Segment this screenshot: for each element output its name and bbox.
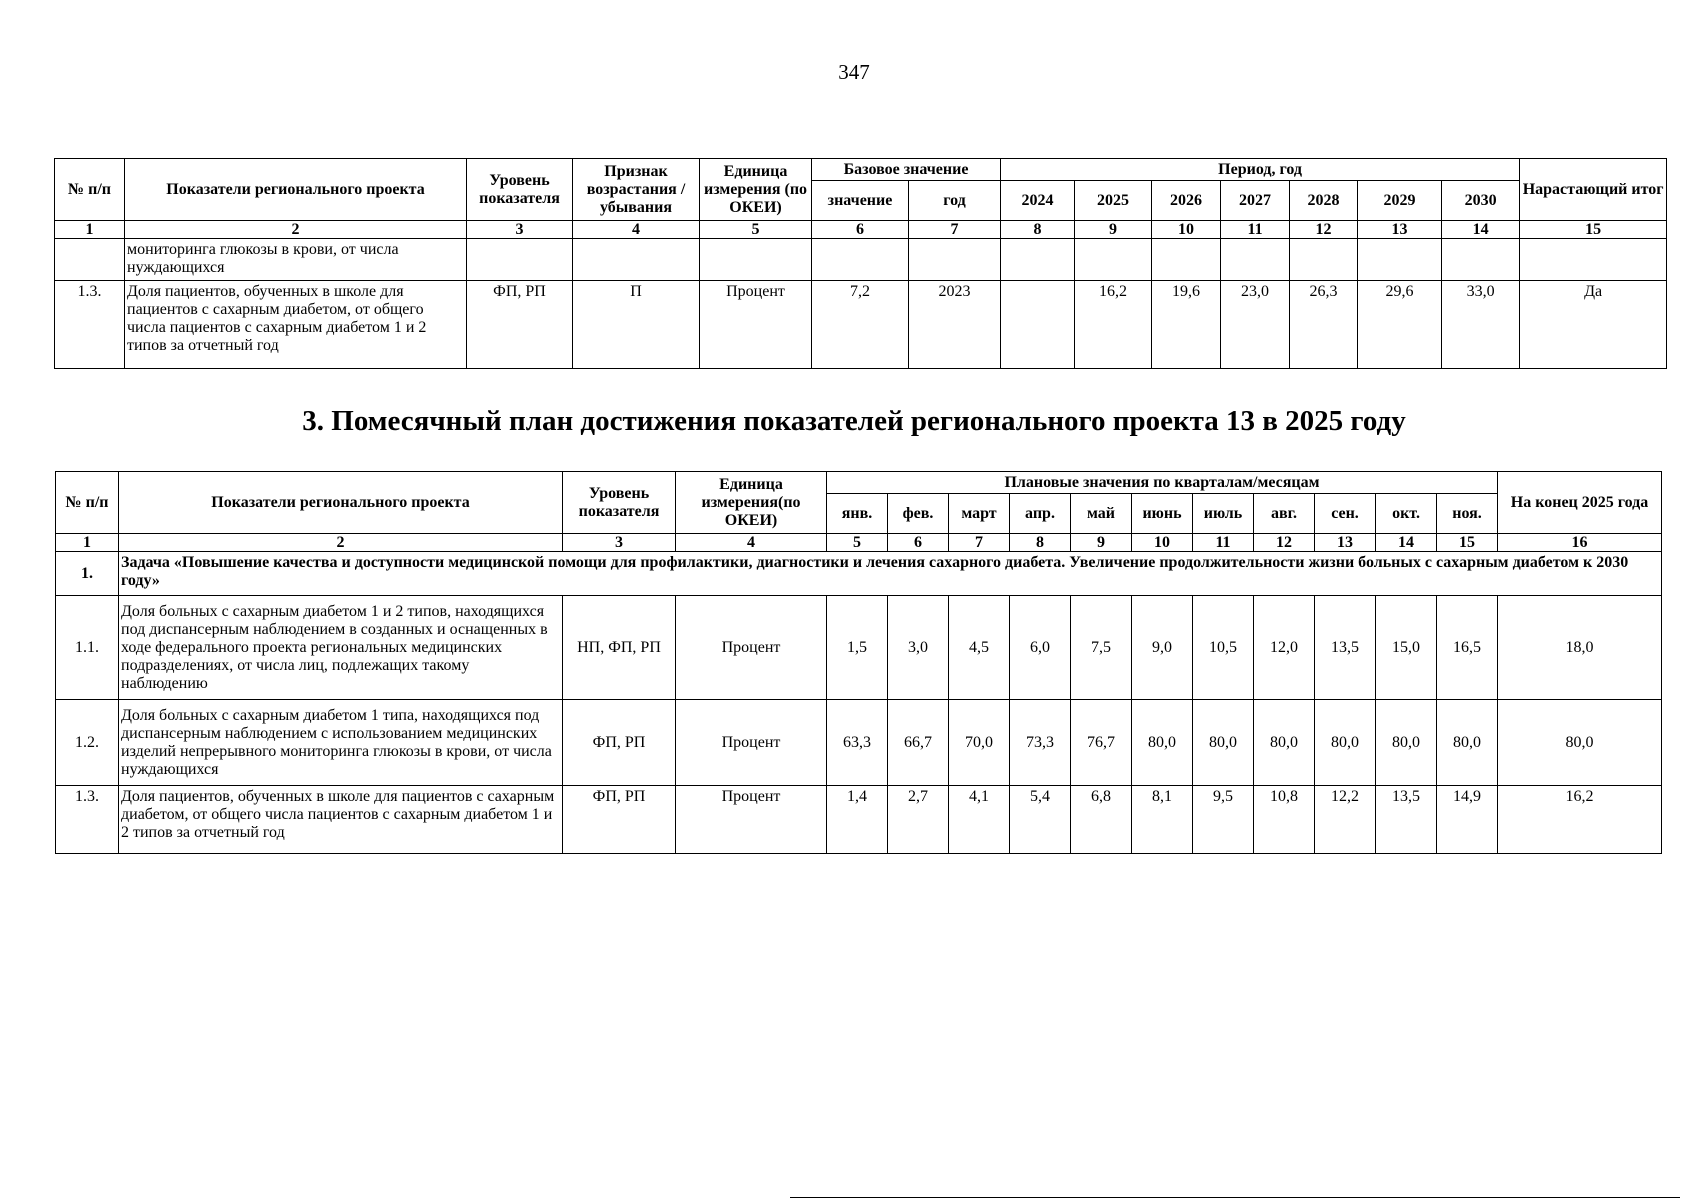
row-year-value: 26,3 bbox=[1290, 281, 1358, 369]
col-header-month: окт. bbox=[1376, 494, 1437, 534]
row-num: 1.3. bbox=[55, 281, 125, 369]
table-row bbox=[55, 239, 1667, 281]
col-header-unit: Единица измерения (по ОКЕИ) bbox=[700, 159, 812, 221]
row-month-value: 66,7 bbox=[888, 700, 949, 786]
row-unit: Процент bbox=[700, 281, 812, 369]
row-month-value: 76,7 bbox=[1071, 700, 1132, 786]
page-number: 347 bbox=[838, 60, 870, 84]
row-level: ФП, РП bbox=[563, 786, 676, 854]
col-header-period: Период, год bbox=[1001, 159, 1520, 181]
row-end-value: 16,2 bbox=[1498, 786, 1662, 854]
row-year-value bbox=[1152, 239, 1221, 281]
column-number: 16 bbox=[1498, 534, 1662, 552]
column-numbers-row bbox=[55, 221, 1667, 239]
row-base-value: 7,2 bbox=[812, 281, 909, 369]
column-number: 9 bbox=[1075, 221, 1152, 239]
row-year-value bbox=[1001, 281, 1075, 369]
col-header-month: сен. bbox=[1315, 494, 1376, 534]
row-base-year bbox=[909, 239, 1001, 281]
row-indicator: Доля пациентов, обученных в школе для пациентов с сахарным диабетом, от общего числа пациентов с сахарным диабетом 1 и 2 типов за отчетный год bbox=[125, 281, 467, 369]
task-row bbox=[56, 552, 1662, 596]
table-row bbox=[56, 700, 1662, 786]
column-number: 15 bbox=[1437, 534, 1498, 552]
col-header-level: Уровень показателя bbox=[467, 159, 573, 221]
row-year-value bbox=[1221, 239, 1290, 281]
row-month-value: 1,5 bbox=[827, 596, 888, 700]
column-number: 1 bbox=[56, 534, 119, 552]
row-month-value: 80,0 bbox=[1254, 700, 1315, 786]
row-year-value bbox=[1075, 239, 1152, 281]
row-month-value: 1,4 bbox=[827, 786, 888, 854]
bottom-rule bbox=[790, 1197, 1680, 1198]
row-month-value: 6,0 bbox=[1010, 596, 1071, 700]
row-level: НП, ФП, РП bbox=[563, 596, 676, 700]
row-level bbox=[467, 239, 573, 281]
monthly-plan-table bbox=[55, 471, 1662, 854]
row-base-value bbox=[812, 239, 909, 281]
col-header-year: 2028 bbox=[1290, 181, 1358, 221]
row-level: ФП, РП bbox=[563, 700, 676, 786]
column-number: 9 bbox=[1071, 534, 1132, 552]
row-num: 1.3. bbox=[56, 786, 119, 854]
table-row bbox=[56, 786, 1662, 854]
row-month-value: 5,4 bbox=[1010, 786, 1071, 854]
col-header-month: фев. bbox=[888, 494, 949, 534]
col-header-indicator: Показатели регионального проекта bbox=[125, 159, 467, 221]
row-level: ФП, РП bbox=[467, 281, 573, 369]
column-number: 5 bbox=[827, 534, 888, 552]
row-month-value: 8,1 bbox=[1132, 786, 1193, 854]
row-year-value bbox=[1358, 239, 1442, 281]
column-number: 13 bbox=[1358, 221, 1442, 239]
col-header-sign: Признак возрастания / убывания bbox=[573, 159, 700, 221]
col-header-planned: Плановые значения по кварталам/месяцам bbox=[827, 472, 1498, 494]
column-number: 1 bbox=[55, 221, 125, 239]
column-number: 4 bbox=[676, 534, 827, 552]
row-num: 1.2. bbox=[56, 700, 119, 786]
row-month-value: 2,7 bbox=[888, 786, 949, 854]
task-text: Задача «Повышение качества и доступности медицинской помощи для профилактики, диагностики и лечения сахарного диабета. Увеличение продолжительности жизни больных с сахарным диабетом к 2030 году» bbox=[119, 552, 1662, 596]
row-unit bbox=[700, 239, 812, 281]
row-month-value: 4,5 bbox=[949, 596, 1010, 700]
row-year-value bbox=[1442, 239, 1520, 281]
col-header-unit: Единица измерения(по ОКЕИ) bbox=[676, 472, 827, 534]
row-cumulative bbox=[1520, 239, 1667, 281]
col-header-month: май bbox=[1071, 494, 1132, 534]
row-year-value: 19,6 bbox=[1152, 281, 1221, 369]
col-header-year: 2024 bbox=[1001, 181, 1075, 221]
col-header-end-of-year: На конец 2025 года bbox=[1498, 472, 1662, 534]
col-header-base: Базовое значение bbox=[812, 159, 1001, 181]
column-number: 2 bbox=[119, 534, 563, 552]
column-number: 8 bbox=[1010, 534, 1071, 552]
col-header-month: янв. bbox=[827, 494, 888, 534]
col-header-month: март bbox=[949, 494, 1010, 534]
row-year-value: 16,2 bbox=[1075, 281, 1152, 369]
row-month-value: 15,0 bbox=[1376, 596, 1437, 700]
column-number: 10 bbox=[1152, 221, 1221, 239]
row-num: 1.1. bbox=[56, 596, 119, 700]
table-row bbox=[55, 281, 1667, 369]
column-number: 14 bbox=[1376, 534, 1437, 552]
column-number: 2 bbox=[125, 221, 467, 239]
row-indicator: Доля больных с сахарным диабетом 1 и 2 типов, находящихся под диспансерным наблюдением в созданных и оснащенных в ходе федерального проекта региональных медицинских подразделениях, от числа лиц, подлежащих такому наблюдению bbox=[119, 596, 563, 700]
row-month-value: 70,0 bbox=[949, 700, 1010, 786]
row-month-value: 14,9 bbox=[1437, 786, 1498, 854]
row-month-value: 9,0 bbox=[1132, 596, 1193, 700]
col-header-level: Уровень показателя bbox=[563, 472, 676, 534]
row-month-value: 13,5 bbox=[1376, 786, 1437, 854]
row-sign: П bbox=[573, 281, 700, 369]
column-number: 15 bbox=[1520, 221, 1667, 239]
col-header-num: № п/п bbox=[56, 472, 119, 534]
column-number: 14 bbox=[1442, 221, 1520, 239]
row-month-value: 80,0 bbox=[1315, 700, 1376, 786]
section-title: 3. Помесячный план достижения показателей регионального проекта 13 в 2025 году bbox=[302, 405, 1406, 437]
col-header-cumulative: Нарастающий итог bbox=[1520, 159, 1667, 221]
column-number: 10 bbox=[1132, 534, 1193, 552]
col-header-year: 2027 bbox=[1221, 181, 1290, 221]
column-number: 6 bbox=[812, 221, 909, 239]
col-header-year: 2029 bbox=[1358, 181, 1442, 221]
column-number: 4 bbox=[573, 221, 700, 239]
row-month-value: 80,0 bbox=[1132, 700, 1193, 786]
row-month-value: 13,5 bbox=[1315, 596, 1376, 700]
row-end-value: 18,0 bbox=[1498, 596, 1662, 700]
row-month-value: 6,8 bbox=[1071, 786, 1132, 854]
col-header-num: № п/п bbox=[55, 159, 125, 221]
col-header-year: 2026 bbox=[1152, 181, 1221, 221]
column-number: 13 bbox=[1315, 534, 1376, 552]
task-num: 1. bbox=[56, 552, 119, 596]
row-num bbox=[55, 239, 125, 281]
column-number: 5 bbox=[700, 221, 812, 239]
row-month-value: 4,1 bbox=[949, 786, 1010, 854]
row-month-value: 10,5 bbox=[1193, 596, 1254, 700]
table-row bbox=[56, 596, 1662, 700]
col-header-indicator: Показатели регионального проекта bbox=[119, 472, 563, 534]
column-number: 11 bbox=[1221, 221, 1290, 239]
row-year-value bbox=[1001, 239, 1075, 281]
row-month-value: 12,2 bbox=[1315, 786, 1376, 854]
row-month-value: 63,3 bbox=[827, 700, 888, 786]
row-month-value: 80,0 bbox=[1193, 700, 1254, 786]
column-number: 7 bbox=[909, 221, 1001, 239]
column-number: 11 bbox=[1193, 534, 1254, 552]
row-month-value: 10,8 bbox=[1254, 786, 1315, 854]
indicators-table bbox=[54, 158, 1667, 369]
column-numbers-row bbox=[56, 534, 1662, 552]
column-number: 7 bbox=[949, 534, 1010, 552]
row-month-value: 16,5 bbox=[1437, 596, 1498, 700]
row-month-value: 9,5 bbox=[1193, 786, 1254, 854]
column-number: 12 bbox=[1290, 221, 1358, 239]
row-indicator: мониторинга глюкозы в крови, от числа нуждающихся bbox=[125, 239, 467, 281]
row-sign bbox=[573, 239, 700, 281]
row-indicator: Доля больных с сахарным диабетом 1 типа, находящихся под диспансерным наблюдением с использованием медицинских изделий непрерывного мониторинга глюкозы в крови, от числа нуждающихся bbox=[119, 700, 563, 786]
col-header-month: апр. bbox=[1010, 494, 1071, 534]
column-number: 8 bbox=[1001, 221, 1075, 239]
row-month-value: 73,3 bbox=[1010, 700, 1071, 786]
row-month-value: 80,0 bbox=[1376, 700, 1437, 786]
row-year-value: 23,0 bbox=[1221, 281, 1290, 369]
row-month-value: 7,5 bbox=[1071, 596, 1132, 700]
row-year-value: 33,0 bbox=[1442, 281, 1520, 369]
column-number: 6 bbox=[888, 534, 949, 552]
row-base-year: 2023 bbox=[909, 281, 1001, 369]
col-header-month: ноя. bbox=[1437, 494, 1498, 534]
row-unit: Процент bbox=[676, 786, 827, 854]
row-unit: Процент bbox=[676, 700, 827, 786]
row-year-value: 29,6 bbox=[1358, 281, 1442, 369]
col-header-year: 2030 bbox=[1442, 181, 1520, 221]
row-end-value: 80,0 bbox=[1498, 700, 1662, 786]
col-header-base-value: значение bbox=[812, 181, 909, 221]
row-indicator: Доля пациентов, обученных в школе для пациентов с сахарным диабетом, от общего числа пациентов с сахарным диабетом 1 и 2 типов за отчетный год bbox=[119, 786, 563, 854]
col-header-month: июнь bbox=[1132, 494, 1193, 534]
row-cumulative: Да bbox=[1520, 281, 1667, 369]
row-month-value: 80,0 bbox=[1437, 700, 1498, 786]
row-unit: Процент bbox=[676, 596, 827, 700]
column-number: 12 bbox=[1254, 534, 1315, 552]
row-month-value: 12,0 bbox=[1254, 596, 1315, 700]
row-year-value bbox=[1290, 239, 1358, 281]
row-month-value: 3,0 bbox=[888, 596, 949, 700]
col-header-month: авг. bbox=[1254, 494, 1315, 534]
column-number: 3 bbox=[563, 534, 676, 552]
col-header-base-year: год bbox=[909, 181, 1001, 221]
column-number: 3 bbox=[467, 221, 573, 239]
col-header-year: 2025 bbox=[1075, 181, 1152, 221]
col-header-month: июль bbox=[1193, 494, 1254, 534]
